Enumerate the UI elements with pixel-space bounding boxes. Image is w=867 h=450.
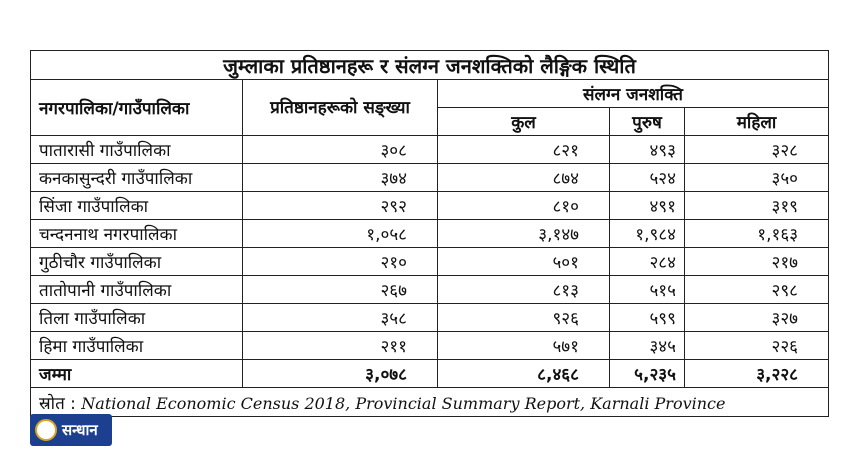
- row-male: ५१५: [610, 276, 685, 304]
- row-name: चन्दननाथ नगरपालिका: [31, 220, 243, 248]
- table-row: [31, 164, 829, 192]
- source-label: स्रोत :: [39, 393, 76, 414]
- row-establishments: ३०८: [243, 136, 438, 164]
- row-total: ८१०: [438, 192, 610, 220]
- table-row: [31, 304, 829, 332]
- total-establishments: ३,०७८: [243, 360, 438, 388]
- row-total: ५७१: [438, 332, 610, 360]
- total-row: [31, 360, 829, 388]
- row-name: कनकासुन्दरी गाउँपालिका: [31, 164, 243, 192]
- row-total: ८१३: [438, 276, 610, 304]
- row-female: ३५०: [685, 164, 829, 192]
- row-establishments: २१०: [243, 248, 438, 276]
- row-male: १,९८४: [610, 220, 685, 248]
- sandhan-logo: [30, 414, 112, 446]
- header-male: पुरुष: [610, 108, 685, 136]
- row-female: १,१६३: [685, 220, 829, 248]
- table-title: जुम्लाका प्रतिष्ठानहरू र संलग्न जनशक्तिको लैङ्गिक स्थिति: [31, 51, 829, 80]
- emblem-icon: [35, 419, 57, 441]
- row-name: पातारासी गाउँपालिका: [31, 136, 243, 164]
- table-row: [31, 332, 829, 360]
- source-text: National Economic Census 2018, Provincial Summary Report, Karnali Province: [81, 393, 726, 413]
- row-name: तातोपानी गाउँपालिका: [31, 276, 243, 304]
- row-female: ३२७: [685, 304, 829, 332]
- header-establishments: प्रतिष्ठानहरूको सङ्ख्या: [243, 80, 438, 136]
- row-male: २८४: [610, 248, 685, 276]
- row-male: ४९१: [610, 192, 685, 220]
- row-female: २१७: [685, 248, 829, 276]
- row-total: ९२६: [438, 304, 610, 332]
- row-female: २९८: [685, 276, 829, 304]
- row-name: हिमा गाउँपालिका: [31, 332, 243, 360]
- total-female: ३,२२८: [685, 360, 829, 388]
- table-container: [30, 50, 828, 417]
- table-row: [31, 220, 829, 248]
- logo-text: सन्धान: [62, 421, 98, 439]
- row-total: ८७४: [438, 164, 610, 192]
- row-total: ८२१: [438, 136, 610, 164]
- total-male: ५,२३५: [610, 360, 685, 388]
- total-total: ८,४६८: [438, 360, 610, 388]
- row-male: ५२४: [610, 164, 685, 192]
- table-row: [31, 276, 829, 304]
- row-male: ५९९: [610, 304, 685, 332]
- row-female: २२६: [685, 332, 829, 360]
- row-name: सिंजा गाउँपालिका: [31, 192, 243, 220]
- row-total: ३,१४७: [438, 220, 610, 248]
- row-establishments: १,०५८: [243, 220, 438, 248]
- row-establishments: २११: [243, 332, 438, 360]
- row-male: ३४५: [610, 332, 685, 360]
- row-female: ३२८: [685, 136, 829, 164]
- header-municipality: नगरपालिका/गाउँपालिका: [31, 80, 243, 136]
- header-female: महिला: [685, 108, 829, 136]
- table-row: [31, 192, 829, 220]
- row-establishments: २९२: [243, 192, 438, 220]
- header-total: कुल: [438, 108, 610, 136]
- row-name: गुठीचौर गाउँपालिका: [31, 248, 243, 276]
- row-total: ५०१: [438, 248, 610, 276]
- row-establishments: ३५८: [243, 304, 438, 332]
- row-establishments: ३७४: [243, 164, 438, 192]
- table-row: [31, 248, 829, 276]
- source-note: [31, 388, 829, 417]
- table-row: [31, 136, 829, 164]
- row-establishments: २६७: [243, 276, 438, 304]
- row-male: ४९३: [610, 136, 685, 164]
- row-female: ३१९: [685, 192, 829, 220]
- row-name: तिला गाउँपालिका: [31, 304, 243, 332]
- workforce-table: [30, 50, 829, 417]
- header-workforce: संलग्न जनशक्ति: [438, 80, 829, 108]
- total-label: जम्मा: [31, 360, 243, 388]
